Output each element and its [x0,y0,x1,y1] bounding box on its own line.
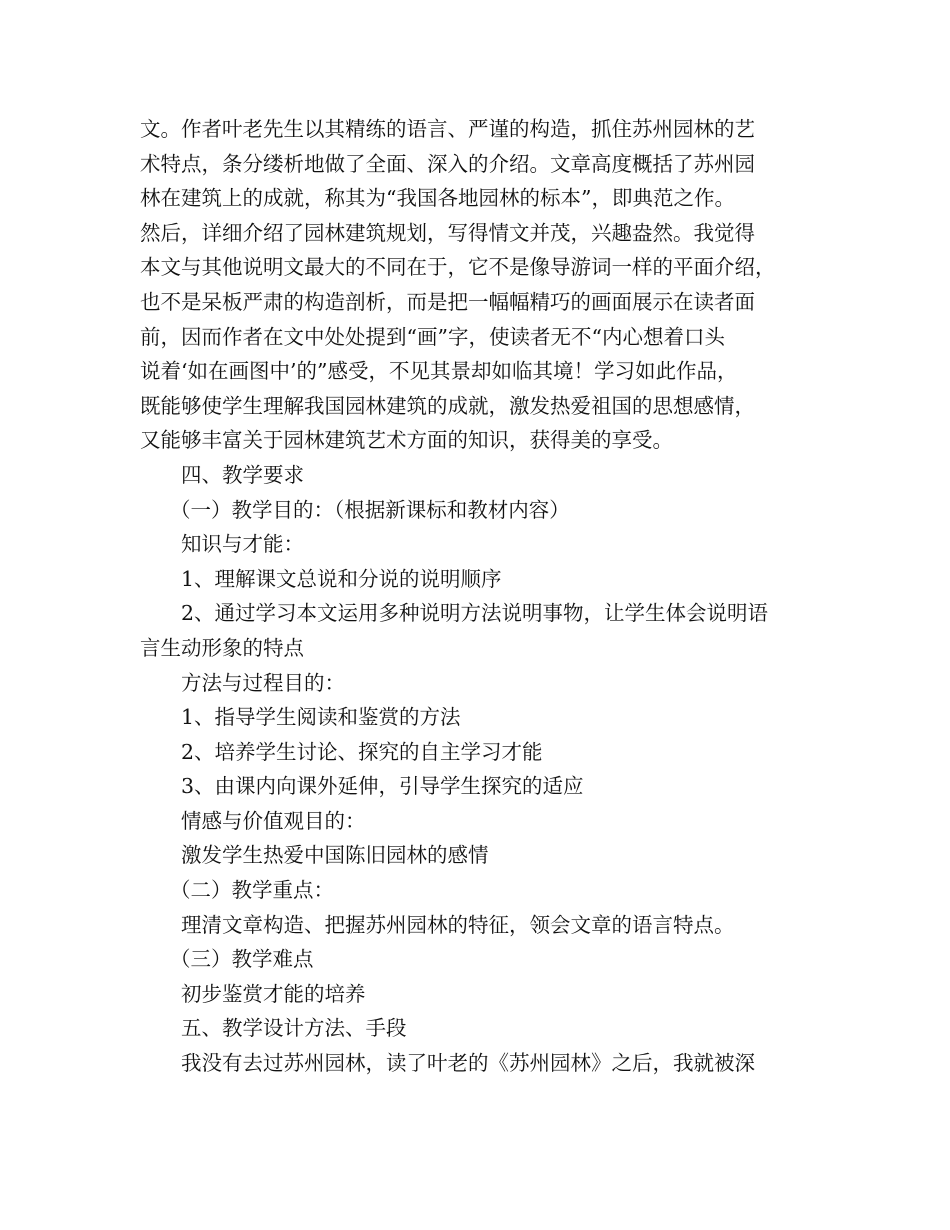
paragraph-line: 术特点，条分缕析地做了全面、深入的介绍。文章高度概括了苏州园 [140,151,755,176]
subsection-heading: （一）教学目的：（根据新课标和教材内容） [170,497,570,522]
paragraph-line: 前，因而作者在文中处处提到“画”字，使读者无不“内心想着口头 [140,324,725,349]
paragraph-line: 又能够丰富关于园林建筑艺术方面的知识，获得美的享受。 [140,428,673,453]
paragraph-line: 然后，详细介绍了园林建筑规划，写得情文并茂，兴趣盎然。我觉得 [140,220,755,245]
subsection-heading: （二）教学重点： [170,878,334,903]
paragraph-line: 说着‘如在画图中’的”感受，不见其景却如临其境！学习如此作品， [140,359,738,384]
list-item: 2、培养学生讨论、探究的自主学习才能 [181,739,543,764]
list-item: 1、指导学生阅读和鉴赏的方法 [181,705,461,730]
list-item: 3、由课内向课外延伸，引导学生探究的适应 [181,774,584,799]
subsection-heading: （三）教学难点 [170,947,314,972]
paragraph-line: 理清文章构造、把握苏州园林的特征，领会文章的语言特点。 [181,912,735,937]
paragraph-line: 本文与其他说明文最大的不同在于，它不是像导游词一样的平面介绍， [140,255,776,280]
item-heading: 情感与价值观目的： [181,808,366,833]
paragraph-line: 既能够使学生理解我国园林建筑的成就，激发热爱祖国的思想感情， [140,393,755,418]
paragraph-line: 初步鉴赏才能的培养 [181,981,366,1006]
section-heading: 五、教学设计方法、手段 [181,1016,407,1041]
paragraph-line: 我没有去过苏州园林，读了叶老的《苏州园林》之后，我就被深 [181,1051,755,1076]
item-heading: 方法与过程目的： [181,670,345,695]
paragraph-line: 激发学生热爱中国陈旧园林的感情 [181,843,489,868]
list-item: 2、通过学习本文运用多种说明方法说明事物，让学生体会说明语 [181,601,769,626]
item-heading: 知识与才能： [181,532,304,557]
paragraph-line: 文。作者叶老先生以其精练的语言、严谨的构造，抓住苏州园林的艺 [140,117,755,141]
document-body [140,112,820,1081]
paragraph-line: 林在建筑上的成就，称其为“我国各地园林的标本”，即典范之作。 [140,186,735,211]
list-item: 1、理解课文总说和分说的说明顺序 [181,566,502,591]
section-heading: 四、教学要求 [181,462,304,487]
paragraph-line: 也不是呆板严肃的构造剖析，而是把一幅幅精巧的画面展示在读者面 [140,289,755,314]
paragraph-line: 言生动形象的特点 [140,635,304,660]
